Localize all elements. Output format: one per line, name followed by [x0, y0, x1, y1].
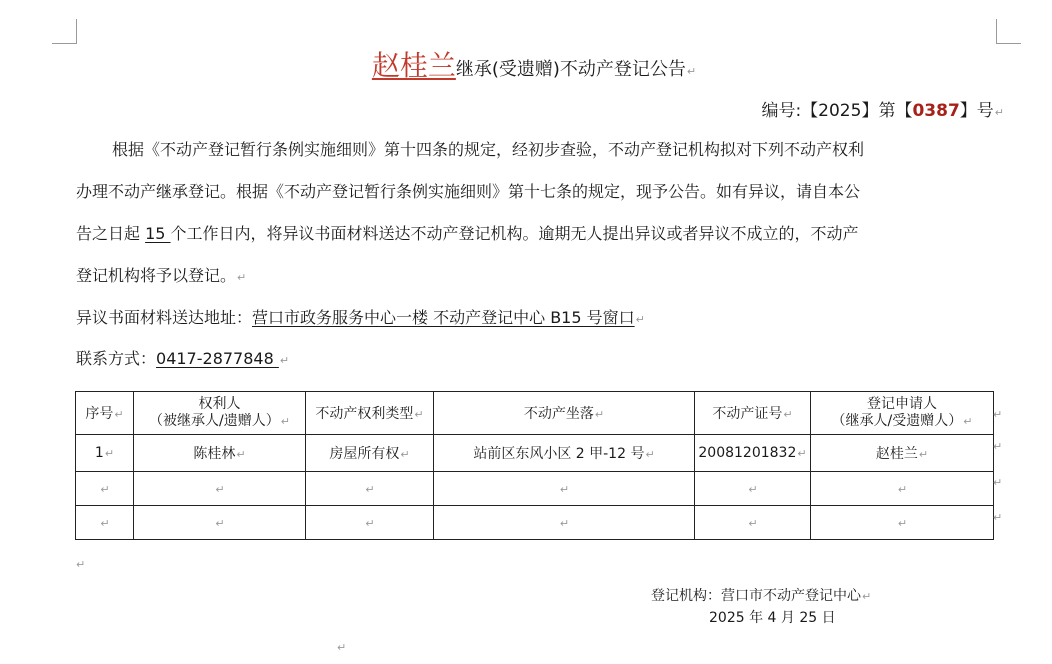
objection-address-value: 营口市政务服务中心一楼 不动产登记中心 B15 号窗口 — [252, 308, 635, 327]
body-line-3: 告之日起 15 个工作日内，将异议书面材料送达不动产登记机构。逾期无人提出异议或者异议不成立的，不动产 — [76, 224, 859, 243]
contact-phone: 0417-2877848 — [156, 349, 279, 368]
header-right-type: 不动产权利类型↵ — [306, 392, 434, 435]
header-applicant: 登记申请人 （继承人/受遗赠人）↵ — [811, 392, 994, 435]
table-header-row — [76, 392, 994, 435]
footer-date: 2025 年 4 月 25 日 — [709, 610, 836, 626]
row-end-mark-icon: ↵ — [993, 440, 1003, 453]
title-name: 赵桂兰 — [371, 49, 456, 82]
paragraph-mark-icon: ↵ — [337, 641, 347, 654]
page-corner-mark-top-right — [996, 19, 1021, 44]
paragraph-mark-icon: ↵ — [76, 558, 86, 571]
header-location: 不动产坐落↵ — [434, 392, 695, 435]
table-row-empty: ↵ ↵ ↵ ↵ ↵ ↵ — [76, 472, 994, 506]
paragraph-mark-icon: ↵ — [686, 65, 697, 78]
footer-agency: 登记机构：营口市不动产登记中心↵ — [651, 588, 872, 604]
header-seq: 序号↵ — [76, 392, 134, 435]
row-end-mark-icon: ↵ — [993, 476, 1003, 489]
title-text: 继承(受遗赠)不动产登记公告 — [455, 59, 686, 80]
body-line-2: 办理不动产继承登记。根据《不动产登记暂行条例实施细则》第十七条的规定，现予公告。如有异议，请自本公 — [76, 182, 861, 201]
header-holder: 权利人 （被继承人/遗赠人）↵ — [134, 392, 306, 435]
paragraph-mark-icon: ↵ — [237, 271, 247, 284]
contact-info: 联系方式：0417-2877848 ↵ — [76, 349, 290, 368]
page-corner-mark-top-left — [52, 19, 77, 44]
header-cert-no: 不动产证号↵ — [695, 392, 811, 435]
document-number: 编号:【2025】第【0387】号↵ — [761, 101, 1004, 121]
row-end-mark-icon: ↵ — [993, 408, 1003, 421]
paragraph-mark-icon: ↵ — [994, 106, 1004, 119]
objection-address: 异议书面材料送达地址：营口市政务服务中心一楼 不动产登记中心 B15 号窗口↵ — [76, 308, 645, 327]
table-row: 1↵ 陈桂林↵ 房屋所有权↵ 站前区东风小区 2 甲-12 号↵ 20081201832↵ 赵桂兰↵ — [76, 435, 994, 472]
body-line-1: 根据《不动产登记暂行条例实施细则》第十四条的规定，经初步查验，不动产登记机构拟对下列不动产权利 — [112, 140, 865, 159]
document-number-value: 0387 — [912, 101, 960, 121]
document-title — [0, 44, 1052, 84]
row-end-mark-icon: ↵ — [993, 511, 1003, 524]
registration-table — [75, 391, 994, 540]
paragraph-mark-icon: ↵ — [635, 313, 645, 326]
table-row-empty: ↵ ↵ ↵ ↵ ↵ ↵ — [76, 506, 994, 540]
paragraph-mark-icon: ↵ — [862, 590, 872, 603]
body-line-4: 登记机构将予以登记。↵ — [76, 266, 247, 285]
paragraph-mark-icon: ↵ — [279, 354, 290, 367]
days-value: 15 — [145, 224, 171, 243]
